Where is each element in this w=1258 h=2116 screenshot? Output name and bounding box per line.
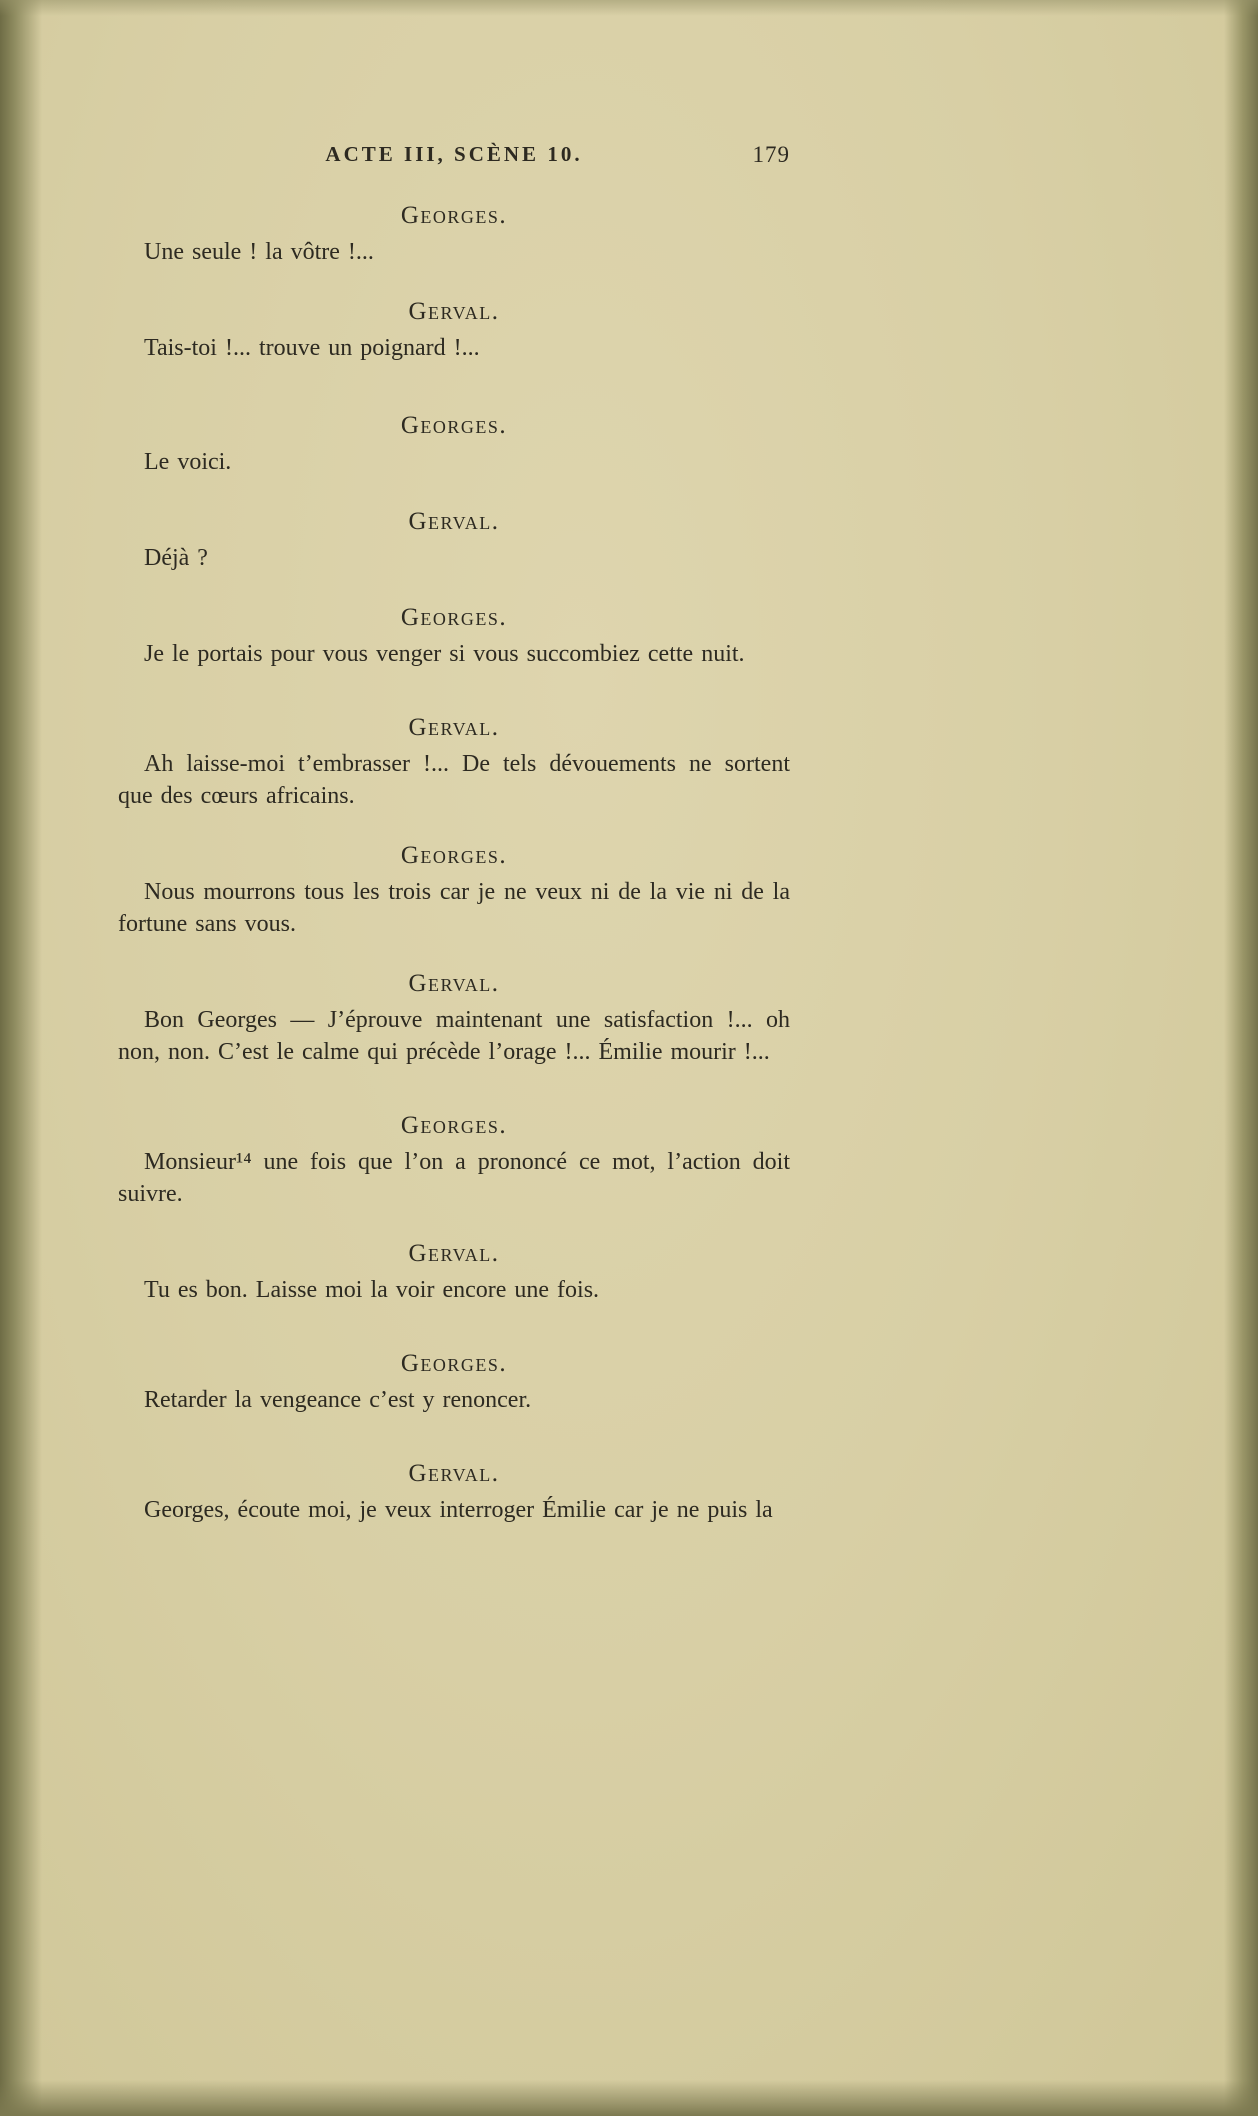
dialogue-text: Déjà ?: [144, 545, 208, 571]
dialogue-entry: [118, 1240, 790, 1306]
page-content: [118, 142, 790, 1526]
speaker-name: Georges.: [400, 1112, 508, 1139]
speaker-name: Georges.: [400, 1350, 508, 1377]
dialogue-entry: [118, 970, 790, 1068]
dialogue-entry: [118, 1460, 790, 1526]
dialogue-text: Retarder la vengeance c’est y renoncer.: [144, 1387, 532, 1413]
page-edge-top: [0, 0, 1258, 16]
dialogue-entry: [118, 1350, 790, 1416]
dialogue-entry: [118, 508, 790, 574]
dialogue-entry: [118, 412, 790, 478]
page-edge-bottom: [0, 2080, 1258, 2116]
speaker-name: Gerval.: [408, 508, 500, 535]
speaker-name: Georges.: [400, 604, 508, 631]
header-title: ACTE III, SCÈNE 10.: [325, 142, 583, 166]
dialogue-entry: [118, 604, 790, 670]
dialogue-text: Bon Georges — J’éprouve maintenant une satisfaction !... oh non, non. C’est le calme qui précède l’orage !... Émilie mourir !...: [118, 1007, 790, 1065]
speaker-name: Gerval.: [408, 1460, 500, 1487]
dialogue-entry: [118, 842, 790, 940]
dialogue-entry: [118, 202, 790, 268]
speaker-name: Gerval.: [408, 714, 500, 741]
running-header: [118, 142, 790, 172]
dialogue-text: Tais-toi !... trouve un poignard !...: [144, 335, 480, 361]
dialogue-text: Le voici.: [144, 449, 232, 475]
dialogue-entry: [118, 1112, 790, 1210]
dialogue-text: Tu es bon. Laisse moi la voir encore une fois.: [144, 1277, 600, 1303]
dialogue-entry: [118, 714, 790, 812]
speaker-name: Gerval.: [408, 298, 500, 325]
dialogue-text: Une seule ! la vôtre !...: [144, 239, 374, 265]
dialogue-text: Ah laisse-moi t’embrasser !... De tels dévouements ne sortent que des cœurs africains.: [118, 751, 790, 809]
dialogue-text: Nous mourrons tous les trois car je ne veux ni de la vie ni de la fortune sans vous.: [118, 879, 790, 937]
dialogue-text: Je le portais pour vous venger si vous succombiez cette nuit.: [144, 641, 745, 667]
speaker-name: Gerval.: [408, 1240, 500, 1267]
dialogue-entry: [118, 298, 790, 364]
speaker-name: Gerval.: [408, 970, 500, 997]
dialogue-text: Georges, écoute moi, je veux interroger Émilie car je ne puis la: [144, 1497, 773, 1523]
page-edge-left: [0, 0, 42, 2116]
page-edge-right: [1224, 0, 1258, 2116]
page-number: 179: [752, 142, 790, 167]
speaker-name: Georges.: [400, 412, 508, 439]
speaker-name: Georges.: [400, 202, 508, 229]
speaker-name: Georges.: [400, 842, 508, 869]
dialogue-text: Monsieur¹⁴ une fois que l’on a prononcé ce mot, l’action doit suivre.: [118, 1149, 790, 1207]
